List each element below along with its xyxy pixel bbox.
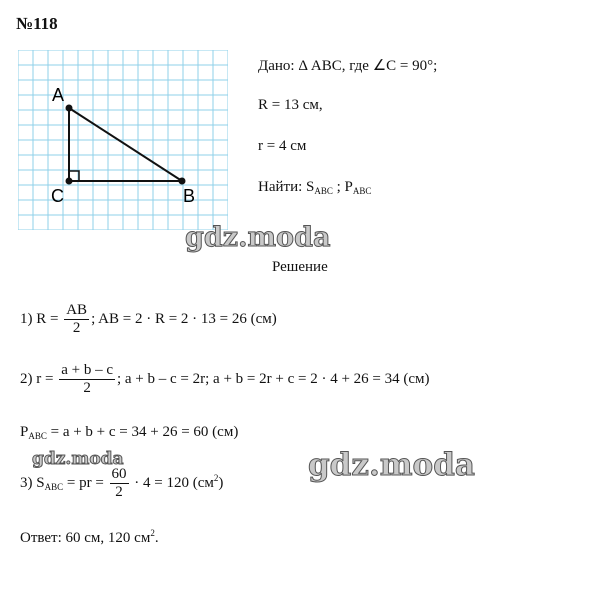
- find-mid: ; P: [332, 179, 353, 195]
- perimeter-rest: = a + b + c = 34 + 26 = 60 (см): [46, 424, 239, 440]
- step-3-end: ): [218, 475, 224, 492]
- watermark-1: gdz.moda: [185, 222, 331, 253]
- step-1: [20, 302, 277, 338]
- point-b: [179, 178, 186, 185]
- point-c: [66, 178, 73, 185]
- step-3-sup: 2: [213, 473, 219, 484]
- step-1-fraction: [64, 302, 89, 338]
- step-2-numerator: a + b – c: [59, 362, 115, 380]
- step-3-mid: = pr =: [63, 475, 108, 492]
- answer-line: [20, 528, 159, 547]
- watermark-2: gdz.moda: [32, 449, 124, 469]
- answer-end: .: [154, 530, 159, 546]
- step-2-rest: ; a + b – c = 2r; a + b = 2r + c = 2 · 4 + 26 = 34 (см): [116, 371, 430, 388]
- step-2-fraction: [59, 362, 115, 398]
- answer-prefix: Ответ: 60 см, 120 см: [20, 530, 151, 546]
- problem-number: №118: [16, 14, 58, 33]
- step-3-denominator: 2: [115, 484, 123, 501]
- step-1-prefix: 1) R =: [20, 311, 63, 328]
- step-3-fraction: [110, 466, 129, 502]
- given-line-3: r = 4 см: [258, 138, 307, 154]
- answer-sup: 2: [150, 528, 155, 538]
- step-1-rest: ; AB = 2 · R = 2 · 13 = 26 (см): [91, 311, 277, 328]
- watermark-3: gdz.moda: [308, 447, 475, 483]
- find-sub-2: ABC: [352, 186, 372, 196]
- given-line-1: Дано: Δ ABC, где ∠C = 90°;: [258, 58, 438, 74]
- step-2-prefix: 2) r =: [20, 371, 58, 388]
- find-prefix: Найти: S: [258, 179, 315, 195]
- grid-paper: [18, 50, 228, 230]
- given-line-2: R = 13 см,: [258, 97, 323, 113]
- step-2-denominator: 2: [83, 380, 91, 397]
- step-1-denominator: 2: [72, 320, 81, 337]
- find-sub-1: ABC: [314, 186, 333, 196]
- perimeter-sub: ABC: [28, 431, 47, 441]
- perimeter-prefix: P: [20, 424, 29, 440]
- label-a: A: [52, 85, 65, 105]
- triangle-figure: [18, 50, 228, 230]
- solution-title: Решение: [272, 259, 328, 275]
- step-3-prefix: 3) S: [20, 475, 45, 492]
- given-find-line: [258, 179, 371, 196]
- step-3-sub: ABC: [44, 482, 64, 493]
- step-3-rest: · 4 = 120 (см: [130, 475, 214, 492]
- step-3: [20, 466, 223, 502]
- step-2: [20, 362, 430, 398]
- step-3-numerator: 60: [110, 466, 129, 484]
- step-1-numerator: AB: [64, 302, 89, 320]
- point-a: [66, 105, 73, 112]
- perimeter-line: [20, 424, 238, 441]
- label-c: C: [51, 186, 64, 206]
- label-b: B: [183, 186, 196, 206]
